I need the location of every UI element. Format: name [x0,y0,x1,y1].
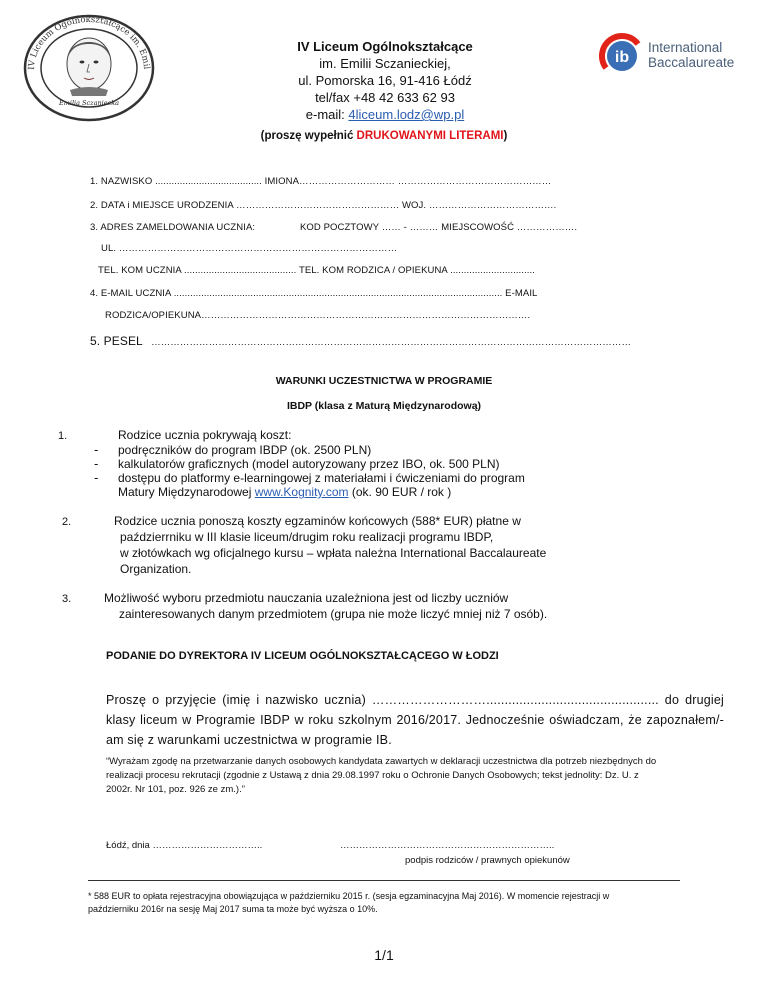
conditions-subtitle: IBDP (klasa z Maturą Międzynarodową) [286,400,482,412]
conditions-title: WARUNKI UCZESTNICTWA W PROGRAMIE [275,375,493,387]
item1-text: Rodzice ucznia pokrywają koszt: [118,428,292,442]
form-row-parent-email[interactable]: RODZICA/OPIEKUNA…………………………………………………………………………………………. [105,310,531,321]
school-address: ul. Pomorska 16, 91-416 Łódź [298,73,472,88]
school-header [250,38,520,123]
form-row-street[interactable]: UL. …………………………………………………………………………… [101,243,398,254]
fill-instruction: (proszę wypełnić DRUKOWANYMI LITERAMI) [260,130,508,142]
item1-continuation: Matury Międzynarodowej www.Kognity.com (ok. 90 EUR / rok ) [118,485,452,499]
item1-bullet: dostępu do platformy e-learningowej z materiałami i ćwiczeniami do program [118,471,525,485]
bullet-dash: - [94,470,99,485]
school-email-line: e-mail: 4liceum.lodz@wp.pl [305,107,465,122]
item2-line: Organization. [120,562,192,576]
item2-line: Rodzice ucznia ponoszą koszty egzaminów końcowych (588* EUR) płatne w [114,514,521,528]
school-phone: tel/fax +48 42 633 62 93 [315,90,455,105]
application-title: PODANIE DO DYREKTORA IV LICEUM OGÓLNOKSZTAŁCĄCEGO W ŁODZI [106,650,499,662]
school-email-link[interactable]: 4liceum.lodz@wp.pl [348,107,465,122]
item2-line: paździerrniku w III klasie liceum/drugim roku realizacji programu IBDP, [120,530,494,544]
bullet-dash: - [94,442,99,457]
item2-number: 2. [62,516,72,528]
item1-bullet: kalkulatorów graficznych (model autoryzowany przez IBO, ok. 500 PLN) [118,457,500,471]
signature-line[interactable]: ………………………………………………………….. [340,840,555,851]
ib-mark: ib [614,49,630,66]
page-number: 1/1 [374,947,394,963]
item3-line: Możliwość wyboru przedmiotu nauczania uzależniona jest od liczby uczniów [104,591,509,605]
item3-number: 3. [62,593,72,605]
bullet-dash: - [94,456,99,471]
form-row-email[interactable]: 4. E-MAIL UCZNIA ........................................................................................................................ E-MAIL [90,288,538,299]
footnote-divider [88,880,680,881]
school-patron: im. Emilii Sczanieckiej, [319,56,451,71]
signature-label: podpis rodziców / prawnych opiekunów [405,855,570,866]
form-row-birth[interactable]: 2. DATA i MIEJSCE URODZENIA …………………………………………… WOJ. …………………………………. [90,200,557,211]
application-text[interactable]: Proszę o przyjęcie (imię i nazwisko ucznia) ………………………............................................... do drugiej klasy liceum w Programie IBDP w roku szkolnym 2016/2017. Jednocześnie oświadczam, że zapoznałem/-am się z warunkami uczestnictwa w programie IB. [106,693,724,747]
item1-number: 1. [58,430,68,442]
item2-line: w złotówkach wg oficjalnego kursu – wpłata należna International Baccalaureate [120,546,547,560]
date-field[interactable]: Łódź, dnia …………………………….. [106,840,263,851]
ib-logo [598,30,758,86]
footnote: * 588 EUR to opłata rejestracyjna obowiązująca w październiku 2015 r. (sesja egzaminacyjna Maj 2016). W momencie rejestracji w październiku 2016r na sesję Maj 2017 suma ta może być wyższa o 10%. [88,891,610,914]
item1-bullet: podręczników do program IBDP (ok. 2500 PLN) [118,443,372,457]
kognity-link[interactable]: www.Kognity.com [254,485,349,499]
item3-line: zainteresowanych danym przedmiotem (grupa nie może liczyć mniej niż 7 osób). [119,607,548,621]
seal-portrait-caption: Emilia Sczaniecka [58,99,120,107]
form-row-address-label: 3. ADRES ZAMELDOWANIA UCZNIA: [90,222,256,233]
form-row-phones[interactable]: TEL. KOM UCZNIA ......................................... TEL. KOM RODZICA / OPIEKUNA ............................... [98,265,535,276]
ib-logo-text: International Baccalaureate [648,40,735,70]
consent-text: “Wyrażam zgodę na przetwarzanie danych osobowych kandydata zawartych w deklaracji uczestnictwa dla potrzeb niezbędnych do realizacji procesu rekrutacji (zgodnie z Ustawą z dnia 29.08.1997 roku o Ochronie Danych Osobowych; tekst jednolity: Dz. U. z 2002r. Nr 101, poz. 926 ze zm.).” [106,756,657,795]
form-row-name[interactable]: 1. NAZWISKO ....................................... IMIONA………………………… ………………………………………… [90,176,552,187]
form-row-postal[interactable]: KOD POCZTOWY …… - ……… MIEJSCOWOŚĆ ………………. [300,222,578,233]
seal-text: IV Liceum Ogólnokształcące im. Emil [26,14,152,71]
school-name: IV Liceum Ogólnokształcące [297,39,473,54]
form-row-pesel[interactable]: 5. PESEL …………………………………………………………………………………………………………………………………… [90,334,632,348]
school-seal [20,12,158,122]
